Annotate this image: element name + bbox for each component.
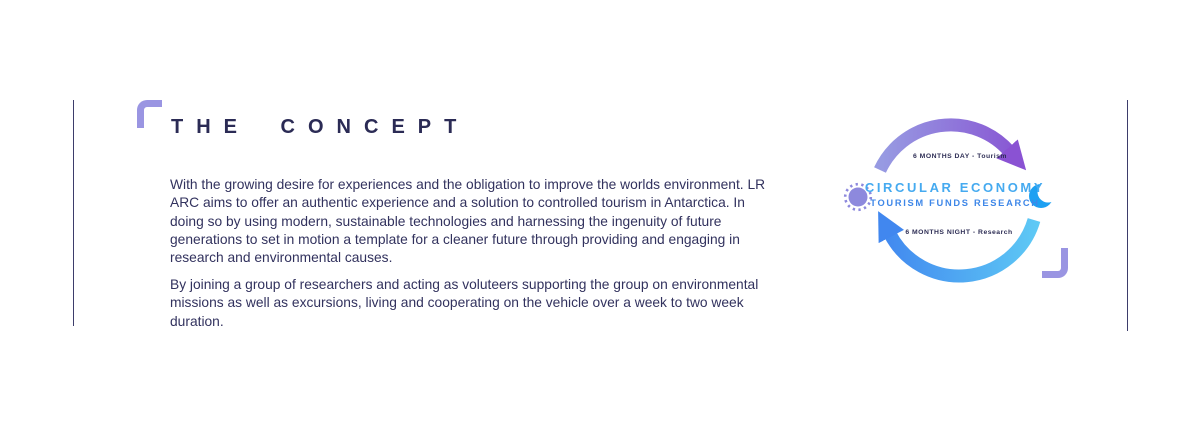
paragraph-line: research and environmental causes.: [170, 250, 393, 266]
page-title: THE CONCEPT: [171, 116, 470, 138]
circular-economy-diagram: [842, 100, 1072, 285]
paragraph-line: With the growing desire for experiences and the obligation to improve the worlds environment. LR: [170, 177, 766, 192]
corner-bracket-top-left: [137, 100, 162, 128]
paragraph-line: By joining a group of researchers and acting as voluteers supporting the group on environmental: [170, 277, 759, 292]
paragraph-line: generations to set in motion a template for a cleaner future through providing and engaging in: [170, 231, 740, 247]
diagram-title: CIRCULAR ECONOMY: [864, 180, 1046, 195]
right-rule-line: [1127, 100, 1128, 331]
concept-paragraph-2: [170, 276, 758, 331]
paragraph-line: duration.: [170, 313, 224, 329]
concept-paragraph-1: [170, 176, 765, 267]
top-arc-arrow: [880, 125, 1009, 170]
top-arc-label: 6 MONTHS DAY - Tourism: [913, 153, 1007, 160]
paragraph-line: ARC aims to offer an authentic experience and a solution to controlled tourism in Antarctica. In: [170, 195, 745, 211]
paragraph-line: missions as well as excursions, living and cooperating on the vehicle over a week to two week: [170, 295, 744, 311]
paragraph-line: doing so by using modern, sustainable technologies and harnessing the ingenuity of future: [170, 213, 722, 229]
bottom-arc-label: 6 MONTHS NIGHT - Research: [905, 229, 1013, 236]
left-rule-line: [73, 100, 74, 326]
diagram-subtitle: TOURISM FUNDS RESEARCH: [870, 198, 1040, 208]
